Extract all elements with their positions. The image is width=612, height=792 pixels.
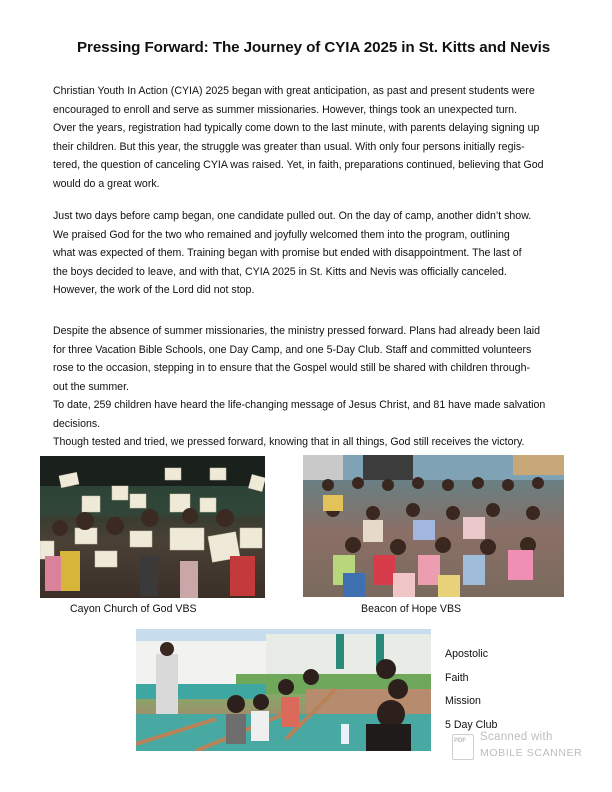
paragraph-line: the boys decided to leave, and with that, CYIA 2025 in St. Kitts and Nevis was officially canceled. <box>53 265 507 278</box>
paragraph-line: tered, the question of canceling CYIA was raised. Yet, in faith, preparations continued, believing that God <box>53 159 544 171</box>
paragraph-line: encouraged to enroll and serve as summer missionaries. However, things took an unexpected turn. <box>53 103 518 116</box>
paragraph-line: decisions. <box>53 417 101 430</box>
paragraph-line: what was expected of them. Training began with promise but ended with disappointment. The last of <box>53 247 522 259</box>
watermark-line-2: MOBILE SCANNER <box>480 747 583 759</box>
photo-illustration <box>303 455 564 597</box>
photo-caption-cayon: Cayon Church of God VBS <box>70 603 197 615</box>
photo-beacon-of-hope-vbs <box>303 455 564 597</box>
photo-caption-beacon: Beacon of Hope VBS <box>361 603 462 615</box>
side-caption-line: Mission <box>445 695 481 707</box>
paragraph-line: To date, 259 children have heard the life-changing message of Jesus Christ, and 81 have made salvation <box>53 399 546 411</box>
paragraph-line: However, the work of the Lord did not stop. <box>53 284 255 296</box>
paragraph-line: Though tested and tried, we pressed forward, knowing that in all things, God still receives the victory. <box>53 436 525 448</box>
side-caption-line: Faith <box>445 671 469 684</box>
paragraph-3 <box>53 322 563 452</box>
side-caption-line: 5 Day Club <box>445 718 498 731</box>
watermark-line-1: Scanned with <box>480 731 553 743</box>
paragraph-line: out the summer. <box>53 380 129 393</box>
paragraph-2 <box>53 207 563 300</box>
paragraph-line: We praised God for the two who remained and joyfully welcomed them into the program, outlining <box>53 228 510 241</box>
paragraph-line: for three Vacation Bible Schools, one Day Camp, and one 5-Day Club. Staff and committed volunteers <box>53 343 532 356</box>
paragraph-1 <box>53 82 563 193</box>
photo-illustration <box>136 629 431 751</box>
side-caption-line: Apostolic <box>445 648 488 660</box>
scanner-watermark <box>452 731 592 765</box>
paragraph-line: Over the years, registration had typically come down to the last minute, with parents delaying signing up <box>53 122 540 134</box>
paragraph-line: Just two days before camp began, one candidate pulled out. On the day of camp, another didn’t show. <box>53 210 532 222</box>
paragraph-line: Despite the absence of summer missionaries, the ministry pressed forward. Plans had already been laid <box>53 325 540 337</box>
paragraph-line: Christian Youth In Action (CYIA) 2025 began with great anticipation, as past and present students were <box>53 85 535 97</box>
document-title: Pressing Forward: The Journey of CYIA 2025 in St. Kitts and Nevis <box>77 39 551 56</box>
pdf-document-icon <box>452 734 474 760</box>
photo-illustration <box>40 456 265 598</box>
paragraph-line: rose to the occasion, stepping in to ensure that the Gospel would still be shared with children through- <box>53 362 530 374</box>
paragraph-line: their children. But this year, the struggle was greater than usual. With only four persons initially regis- <box>53 140 525 153</box>
photo-cayon-church-vbs <box>40 456 265 598</box>
pdf-icon-label: PDF <box>454 738 466 744</box>
paragraph-line: would do a great work. <box>53 177 160 190</box>
photo-side-caption <box>445 643 497 737</box>
photo-apostolic-faith-mission <box>136 629 431 751</box>
